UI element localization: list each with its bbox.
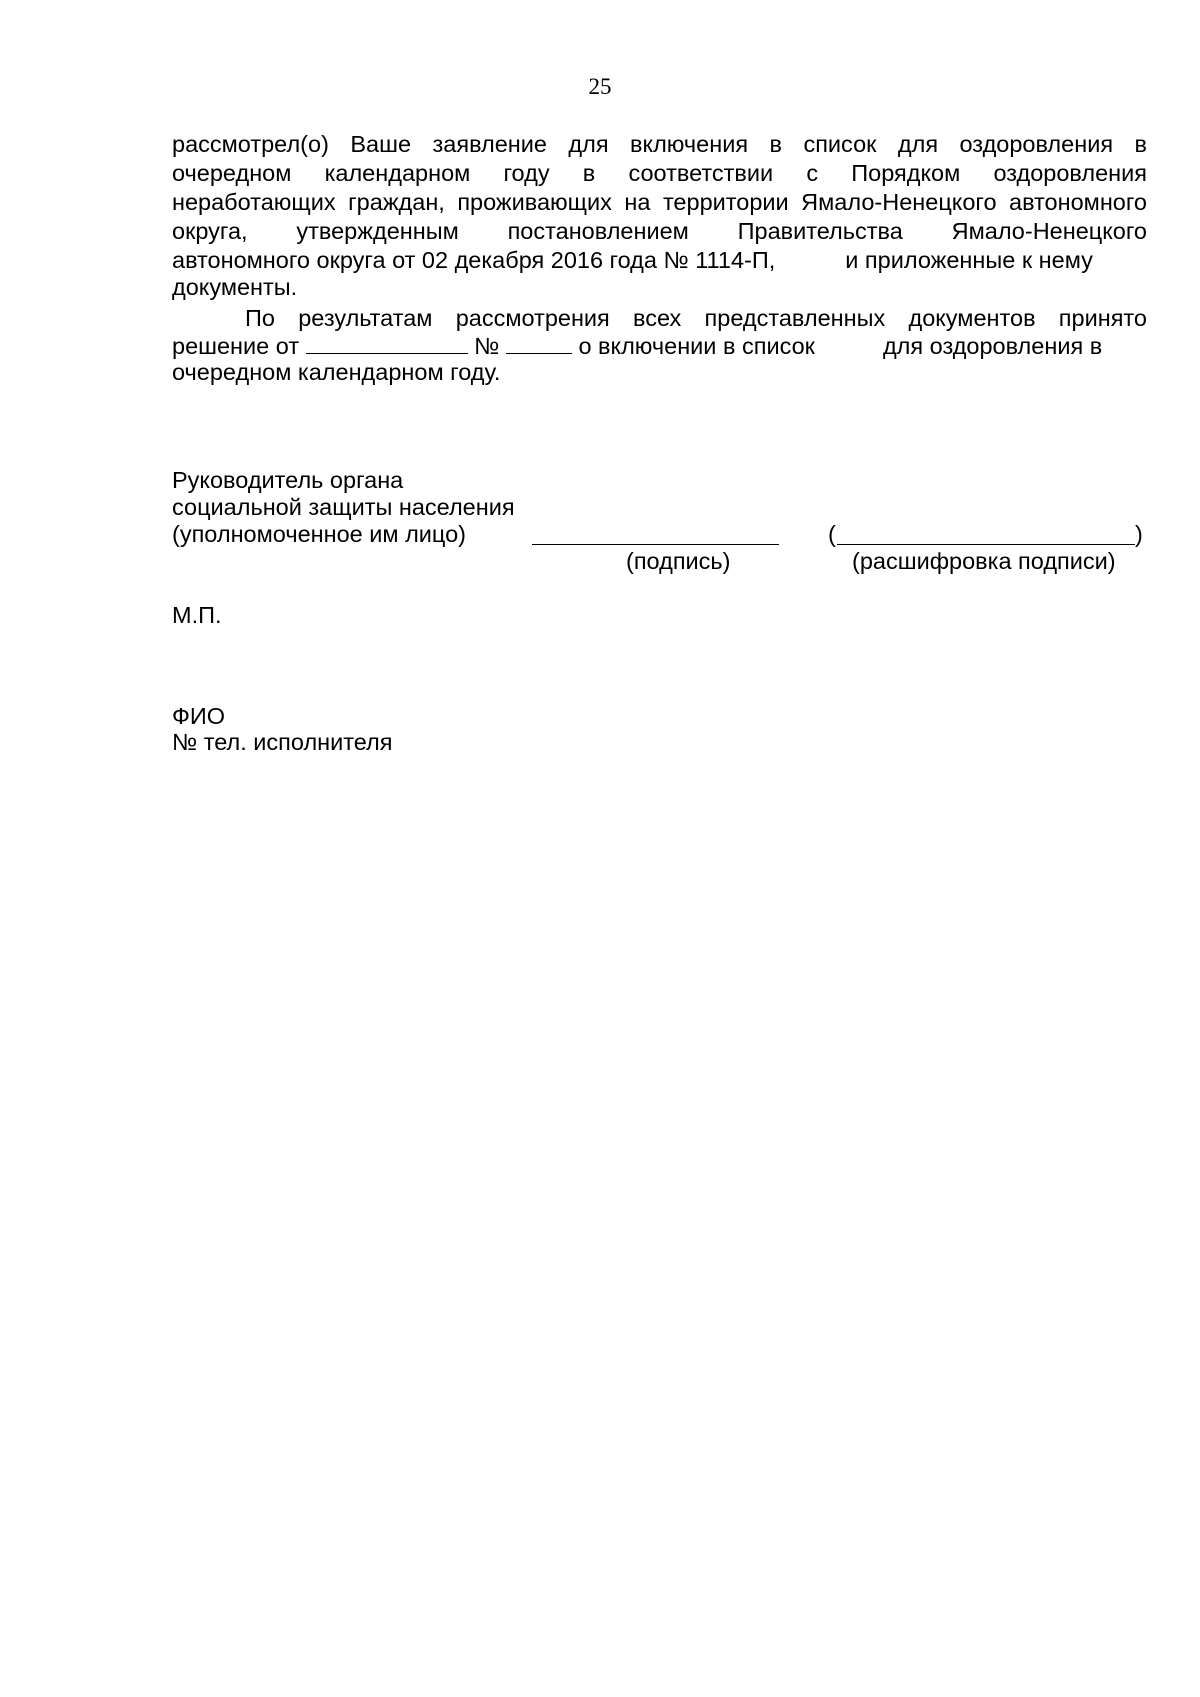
signatory-title-line: (уполномоченное им лицо)	[172, 521, 467, 547]
signature-decryption-blank[interactable]	[837, 544, 1135, 545]
close-paren: )	[1135, 521, 1143, 547]
decision-number-label: №	[474, 333, 500, 359]
paragraph-decision-notice	[172, 130, 1147, 302]
executor-name-label: ФИО	[172, 703, 226, 729]
signatory-title-line: социальной защиты населения	[172, 494, 515, 520]
paragraph-line: рассмотрел(о) Ваше заявление для включения в список для оздоровления в	[172, 131, 1147, 157]
paragraph-decision-result	[172, 305, 1147, 385]
paragraph-line: округа, утвержденным постановлением Правительства Ямало-Ненецкого	[172, 218, 1147, 244]
paragraph-line	[172, 246, 1147, 275]
open-paren: (	[828, 521, 836, 547]
decision-text-end: для оздоровления в	[882, 333, 1103, 359]
decision-date-blank[interactable]	[306, 331, 468, 354]
paragraph-line: документы.	[172, 274, 298, 300]
paragraph-line-part: автономного округа от 02 декабря 2016 года № 1114-П,	[172, 247, 776, 273]
decision-text: о включении в список	[578, 333, 815, 359]
executor-phone-label: № тел. исполнителя	[172, 729, 393, 755]
paragraph-line: неработающих граждан, проживающих на территории Ямало-Ненецкого автономного	[172, 189, 1147, 215]
signature-decryption-caption: (расшифровка подписи)	[852, 548, 1116, 574]
stamp-label: М.П.	[172, 602, 222, 628]
decision-number-blank[interactable]	[506, 331, 572, 354]
paragraph-line: очередном календарном году в соответствии с Порядком оздоровления	[172, 160, 1147, 186]
page-number: 25	[588, 74, 612, 99]
paragraph-line: По результатам рассмотрения всех представленных документов принято	[245, 305, 1147, 331]
paragraph-line-part: и приложенные к нему	[845, 247, 1093, 273]
signatory-title-line: Руководитель органа	[172, 467, 404, 493]
signature-caption: (подпись)	[626, 548, 731, 574]
paragraph-line: очередном календарном году.	[172, 359, 501, 385]
signature-blank[interactable]	[532, 544, 779, 545]
decision-date-label: решение от	[172, 333, 300, 359]
paragraph-line	[172, 331, 1147, 359]
